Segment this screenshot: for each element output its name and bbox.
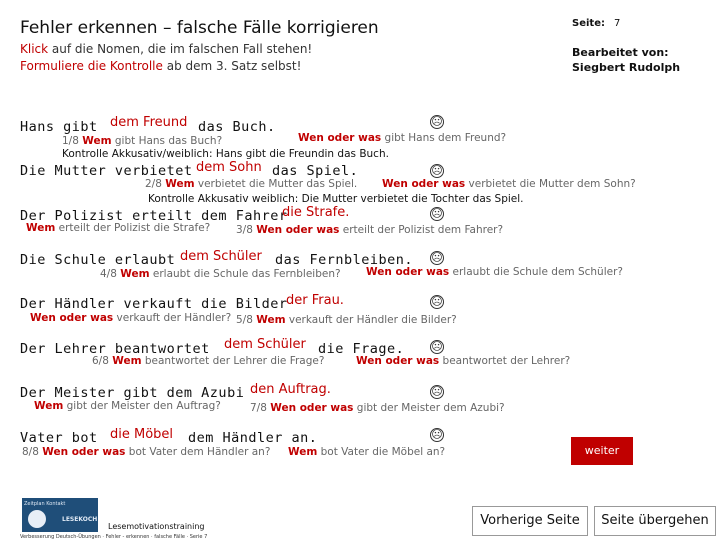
frown-icon: ☹ [431,207,443,220]
instruction-click-word: Klick [20,42,49,56]
page-title: Fehler erkennen – falsche Fälle korrigieren [20,18,379,38]
question-keyword: Wem [288,446,318,458]
answer-1[interactable]: dem Freund [110,115,188,130]
question-text: gibt der Meister den Auftrag? [66,400,221,412]
question-number: 3/8 [236,224,253,236]
question-keyword: Wem [112,355,142,367]
question-number: 8/8 [22,446,39,458]
page-label: Seite: [572,18,605,29]
sentence-8-start: Vater bot [20,430,98,446]
question-number: 4/8 [100,268,117,280]
control-sentence-1: Kontrolle Akkusativ/weiblich: Hans gibt die Freundin das Buch. [62,148,389,160]
control-sentence-2: Kontrolle Akkusativ weiblich: Die Mutter verbietet die Tochter das Spiel. [148,193,524,205]
question-keyword: Wen oder was [382,178,466,190]
question-keyword: Wen oder was [298,132,382,144]
sentence-6-end: die Frage. [318,341,405,357]
question-text: beantwortet der Lehrer? [442,355,571,367]
question-keyword: Wen oder was [366,266,450,278]
instruction-line-2 [20,59,301,73]
question-text: verbietet die Mutter das Spiel. [197,178,358,190]
instruction-line-1 [20,42,312,56]
question-keyword: Wen oder was [256,224,340,236]
question-number: 5/8 [236,314,253,326]
question-5b [236,314,457,326]
question-text: beantwortet der Lehrer die Frage? [144,355,325,367]
instruction-text-1: auf die Nomen, die im falschen Fall stehen! [51,42,313,56]
question-1 [62,135,222,147]
question-text: gibt der Meister dem Azubi? [356,402,505,414]
footer-title: Lesemotivationstraining [108,522,205,531]
sentence-4-end: das Fernbleiben. [275,252,414,268]
question-text: verkauft der Händler die Bilder? [288,314,457,326]
question-text: verkauft der Händler? [116,312,232,324]
author-name: Siegbert Rudolph [572,61,681,74]
sentence-1-end: das Buch. [198,119,276,135]
sentence-1-start: Hans gibt [20,119,98,135]
question-8 [22,446,270,458]
question-5 [30,312,231,324]
question-7 [34,400,221,412]
author-label: Bearbeitet von: [572,46,669,59]
question-number: 6/8 [92,355,109,367]
question-text: erlaubt die Schule das Fernbleiben? [152,268,341,280]
sentence-5-start: Der Händler verkauft die Bilder [20,296,288,312]
sentence-3-start: Der Polizist erteilt dem Fahrer [20,208,288,224]
question-text: erteilt der Polizist dem Fahrer? [342,224,504,236]
frown-icon: ☹ [431,115,443,128]
frown-icon: ☹ [431,251,443,264]
previous-page-button[interactable]: Vorherige Seite [472,506,588,536]
question-8b [288,446,445,458]
answer-4[interactable]: dem Schüler [180,249,262,264]
question-3 [26,222,210,234]
frown-icon: ☹ [431,340,443,353]
question-keyword: Wem [34,400,64,412]
answer-3[interactable]: die Strafe. [282,205,350,220]
logo-text-main: LESEKOCH [62,516,98,523]
question-keyword: Wen oder was [42,446,126,458]
question-2 [145,178,357,190]
answer-6[interactable]: dem Schüler [224,337,306,352]
answer-5[interactable]: der Frau. [286,293,344,308]
question-text: erteilt der Polizist die Strafe? [58,222,211,234]
footer-subtitle: Verbesserung Deutsch-Übungen · Fehler - erkennen · falsche Fälle · Serie 7 [20,534,208,540]
instruction-control-word: Formuliere die Kontrolle [20,59,163,73]
question-number: 1/8 [62,135,79,147]
question-keyword: Wen oder was [30,312,114,324]
question-2b [382,178,636,190]
frown-icon: ☹ [431,164,443,177]
frown-icon: ☹ [431,428,443,441]
sentence-2-end: das Spiel. [272,163,359,179]
question-keyword: Wem [82,135,112,147]
question-7b [250,402,505,414]
logo-figure-icon [28,510,46,528]
question-text: gibt Hans dem Freund? [384,132,507,144]
skip-page-button[interactable]: Seite übergehen [594,506,716,536]
question-4b [366,266,623,278]
question-number: 2/8 [145,178,162,190]
question-text: bot Vater die Möbel an? [320,446,446,458]
sentence-8-end: dem Händler an. [188,430,318,446]
sentence-7-start: Der Meister gibt dem Azubi [20,385,245,401]
answer-8[interactable]: die Möbel [110,427,174,442]
question-6 [92,355,324,367]
question-keyword: Wem [26,222,56,234]
question-4 [100,268,341,280]
question-number: 7/8 [250,402,267,414]
question-1b [298,132,506,144]
question-text: erlaubt die Schule dem Schüler? [452,266,623,278]
question-keyword: Wen oder was [356,355,440,367]
question-text: bot Vater dem Händler an? [128,446,271,458]
question-keyword: Wen oder was [270,402,354,414]
sentence-2-start: Die Mutter verbietet [20,163,193,179]
question-keyword: Wem [256,314,286,326]
question-text: gibt Hans das Buch? [114,135,223,147]
frown-icon: ☹ [431,385,443,398]
frown-icon: ☹ [431,295,443,308]
sentence-6-start: Der Lehrer beantwortet [20,341,210,357]
question-3b [236,224,503,236]
question-text: verbietet die Mutter dem Sohn? [468,178,636,190]
answer-2[interactable]: dem Sohn [196,160,262,175]
answer-7[interactable]: den Auftrag. [250,382,331,397]
page-number: 7 [614,18,621,29]
next-button[interactable]: weiter [571,437,633,465]
logo [22,498,98,532]
instruction-text-2: ab dem 3. Satz selbst! [166,59,302,73]
question-6b [356,355,570,367]
question-keyword: Wem [165,178,195,190]
question-keyword: Wem [120,268,150,280]
sentence-4-start: Die Schule erlaubt [20,252,176,268]
logo-text-top: Zeitplan Kontakt [24,501,66,507]
